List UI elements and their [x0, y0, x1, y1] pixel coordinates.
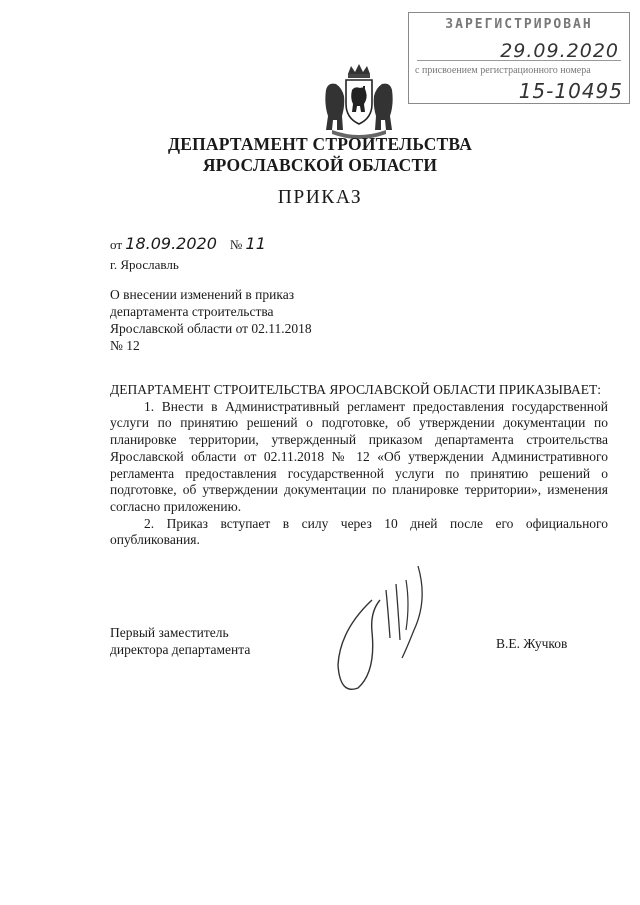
stamp-divider	[417, 60, 621, 61]
order-date: 18.09.2020	[125, 234, 217, 253]
department-title-line2: ЯРОСЛАВСКОЙ ОБЛАСТИ	[202, 155, 438, 175]
order-subject	[110, 286, 370, 354]
date-prefix: от	[110, 237, 123, 252]
department-title-line1: ДЕПАРТАМЕНТ СТРОИТЕЛЬСТВА	[167, 134, 473, 154]
stamp-date: 29.09.2020	[500, 40, 619, 62]
coat-of-arms-icon	[318, 60, 400, 142]
signer-position-line2: директора департамента	[110, 642, 251, 657]
order-item-1: 1. Внести в Административный регламент предоставления государственной услуги по принятию решений о подготовке, об утверждении документации по планировке территории, утвержденный приказом департамента строительства Ярославской области от 02.11.2018 № 12 «Об утверждении Административного регламента предоставления государственной услуги по принятию решений о подготовке, об утверждении документации по планировке территории», изменения согласно приложению.	[110, 398, 608, 514]
handwritten-signature-icon	[310, 560, 460, 710]
order-number: 11	[245, 234, 266, 253]
registration-stamp	[408, 12, 630, 104]
stamp-number: 15-10495	[518, 79, 623, 103]
stamp-title: ЗАРЕГИСТРИРОВАН	[445, 17, 593, 32]
signer-name: В.Е. Жучков	[496, 636, 568, 651]
order-preamble: ДЕПАРТАМЕНТ СТРОИТЕЛЬСТВА ЯРОСЛАВСКОЙ ОБЛАСТИ ПРИКАЗЫВАЕТ:	[110, 382, 602, 397]
department-title	[0, 134, 640, 176]
signer-position-line1: Первый заместитель	[110, 625, 229, 640]
order-body	[110, 382, 608, 549]
order-date-number	[110, 234, 266, 253]
city: г. Ярославль	[110, 257, 179, 272]
number-prefix: №	[229, 237, 243, 252]
document-type-title: ПРИКАЗ	[277, 187, 363, 208]
subject-line: департамента строительства	[110, 304, 274, 319]
subject-line: Ярославской области от 02.11.2018	[110, 321, 312, 336]
order-item-2: 2. Приказ вступает в силу через 10 дней после его официального опубликования.	[110, 515, 608, 548]
subject-line: № 12	[110, 338, 140, 353]
subject-line: О внесении изменений в приказ	[110, 287, 295, 302]
stamp-note: с присвоением регистрационного номера	[415, 65, 591, 76]
signer-position	[110, 624, 250, 658]
